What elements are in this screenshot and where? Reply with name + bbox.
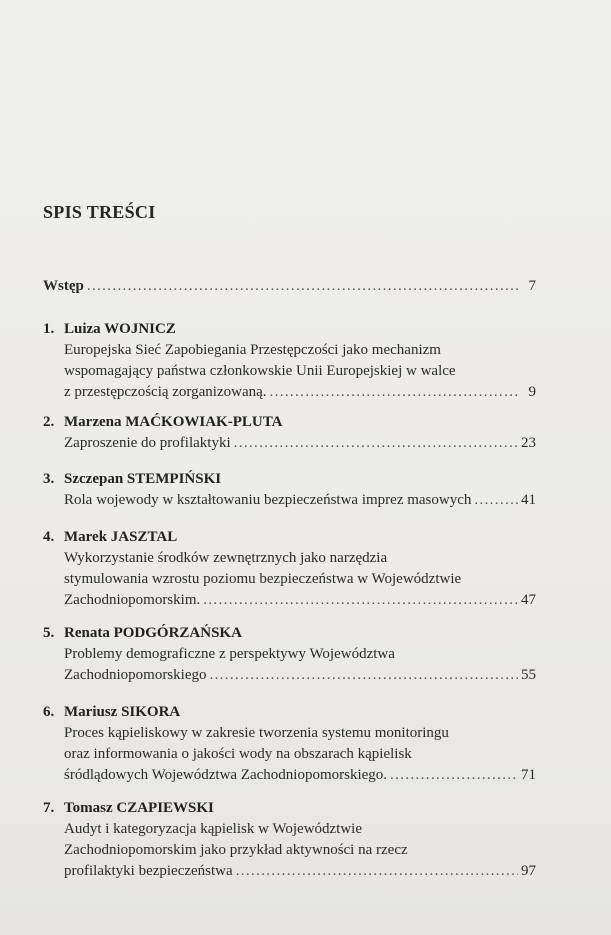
chapter-title (43, 433, 536, 454)
title-line: Zachodniopomorskim jako przykład aktywności na rzecz (64, 842, 408, 858)
author-name (43, 468, 536, 490)
title-line: stymulowania wzrostu poziomu bezpieczeństwa w Województwie (64, 571, 462, 587)
page-number: 7 (528, 278, 536, 294)
toc-line (64, 590, 536, 611)
author-last-name: MAĆKOWIAK-PLUTA (125, 414, 283, 430)
entry-number: 4. (43, 529, 55, 545)
author-last-name: CZAPIEWSKI (116, 800, 214, 816)
dot-leader (209, 665, 518, 686)
author-first-name: Marzena (64, 414, 122, 430)
page-number: 55 (521, 667, 536, 683)
toc-line (64, 490, 536, 511)
title-line: śródlądowych Województwa Zachodniopomorskiego. (64, 767, 388, 783)
author-first-name: Luiza (64, 321, 101, 337)
chapter-title (43, 819, 536, 882)
title-line: profilaktyki bezpieczeństwa (64, 863, 233, 879)
author-name (43, 797, 536, 819)
chapter-title (43, 644, 536, 686)
title-line: Audyt i kategoryzacja kąpielisk w Województwie (64, 821, 363, 837)
dot-leader (270, 382, 519, 403)
toc-intro-label: Wstęp (43, 278, 84, 294)
author-first-name: Szczepan (64, 471, 124, 487)
chapter-title (43, 723, 536, 786)
author-name (43, 318, 536, 340)
author-name (43, 701, 536, 723)
title-line: wspomagający państwa członkowskie Unii Europejskiej w walce (64, 363, 456, 379)
title-line: Wykorzystanie środków zewnętrznych jako narzędzia (64, 550, 388, 566)
toc-line (43, 278, 536, 295)
page-number: 23 (521, 435, 536, 451)
entry-number: 5. (43, 625, 55, 641)
toc-line (64, 665, 536, 686)
dot-leader (474, 490, 518, 511)
author-name (43, 411, 536, 433)
page-number: 41 (521, 492, 536, 508)
title-line: oraz informowania o jakości wody na obszarach kąpielisk (64, 746, 412, 762)
entry-number: 3. (43, 471, 55, 487)
title-line: Rola wojewody w kształtowaniu bezpieczeństwa imprez masowych (64, 492, 472, 508)
author-name (43, 622, 536, 644)
dot-leader (87, 278, 519, 295)
toc-entry (43, 318, 536, 403)
page-title: SPIS TREŚCI (43, 202, 156, 222)
author-name (43, 526, 536, 548)
title-line: Zachodniopomorskiego (64, 667, 207, 683)
author-first-name: Renata (64, 625, 110, 641)
author-first-name: Marek (64, 529, 108, 545)
title-line: Proces kąpieliskowy w zakresie tworzenia systemu monitoringu (64, 725, 449, 741)
page-number: 71 (521, 767, 536, 783)
toc-line (64, 765, 536, 786)
dot-leader (390, 765, 518, 786)
toc-entry (43, 622, 536, 686)
dot-leader (234, 433, 518, 454)
title-line: Problemy demograficzne z perspektywy Województwa (64, 646, 395, 662)
toc-entry (43, 468, 536, 511)
entry-number: 6. (43, 704, 55, 720)
toc-entry (43, 701, 536, 786)
dot-leader (203, 590, 518, 611)
title-line: z przestępczością zorganizowaną. (64, 384, 267, 400)
chapter-title (43, 548, 536, 611)
toc-line (64, 861, 536, 882)
title-line: Zaproszenie do profilaktyki (64, 435, 231, 451)
toc-entry (43, 797, 536, 882)
page-number: 9 (528, 384, 536, 400)
author-last-name: PODGÓRZAŃSKA (113, 625, 242, 641)
author-last-name: STEMPIŃSKI (126, 471, 222, 487)
title-line: Europejska Sieć Zapobiegania Przestępczości jako mechanizm (64, 342, 441, 358)
entry-number: 2. (43, 414, 55, 430)
toc-line (64, 382, 536, 403)
page-number: 47 (521, 592, 536, 608)
page-number: 97 (521, 863, 536, 879)
chapter-title (43, 490, 536, 511)
author-last-name: SIKORA (121, 704, 181, 720)
author-last-name: JASZTAL (110, 529, 178, 545)
toc-entry (43, 411, 536, 454)
toc-intro-entry (43, 278, 536, 295)
author-first-name: Mariusz (64, 704, 118, 720)
author-last-name: WOJNICZ (104, 321, 176, 337)
chapter-title (43, 340, 536, 403)
entry-number: 7. (43, 800, 55, 816)
toc-entry (43, 526, 536, 611)
dot-leader (236, 861, 518, 882)
author-first-name: Tomasz (64, 800, 113, 816)
entry-number: 1. (43, 321, 55, 337)
title-line: Zachodniopomorskim. (64, 592, 201, 608)
toc-line (64, 433, 536, 454)
